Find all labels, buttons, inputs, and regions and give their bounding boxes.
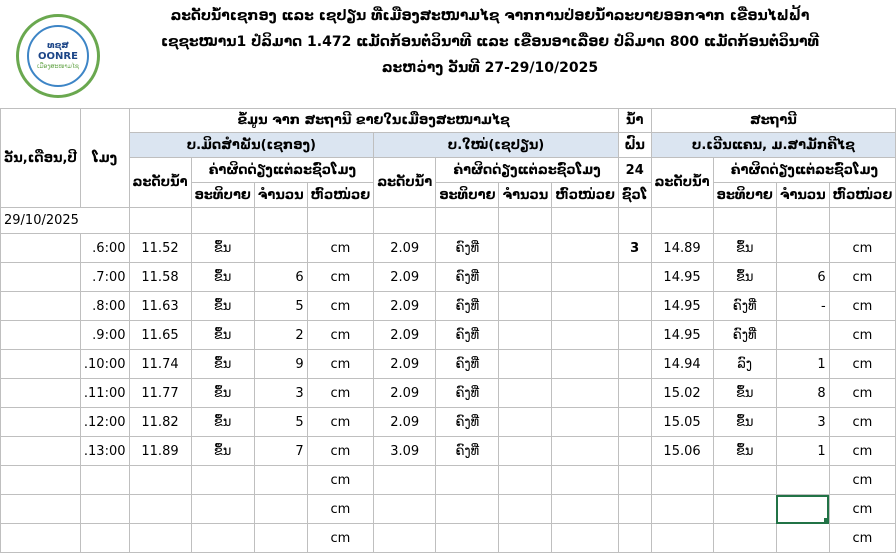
level-cell[interactable]: 15.06 — [651, 437, 713, 466]
direction-cell[interactable]: ຂຶ້ນ — [191, 437, 254, 466]
time-cell[interactable] — [80, 466, 129, 495]
amount-cell[interactable]: 6 — [776, 263, 829, 292]
date-cell[interactable]: 29/10/2025 — [1, 208, 130, 234]
unit-cell[interactable]: cm — [307, 466, 374, 495]
amount-cell[interactable] — [776, 234, 829, 263]
unit-cell[interactable]: cm — [829, 321, 896, 350]
direction-cell[interactable] — [191, 466, 254, 495]
amount-cell[interactable] — [499, 263, 552, 292]
date-column-cell[interactable] — [1, 466, 81, 495]
unit-cell[interactable]: cm — [829, 292, 896, 321]
unit-cell[interactable]: cm — [307, 437, 374, 466]
title-line-2: ເຊຊະໝານ1 ປໍລິມາດ 1.472 ແມັດກ້ອນຕໍ່ວິນາທີ ແລະ ເຂື່ອນອາເລື່ອຍ ປໍລິມາດ 800 ແມັດກ້ອນຕໍ່ວິນາທີ — [160, 34, 820, 50]
direction-cell[interactable]: ຂຶ້ນ — [713, 408, 776, 437]
amount-cell[interactable] — [254, 234, 307, 263]
unit-cell[interactable]: cm — [307, 379, 374, 408]
direction-cell[interactable] — [191, 495, 254, 524]
table-row — [1, 495, 896, 524]
col-header-level-1[interactable]: ລະດັບນ້ຳ — [129, 158, 191, 208]
col-header-unit-2[interactable]: ຫົວໜ່ວຍ — [552, 183, 619, 208]
amount-cell[interactable] — [499, 321, 552, 350]
rain-cell[interactable] — [618, 408, 651, 437]
unit-cell[interactable]: cm — [829, 350, 896, 379]
unit-cell[interactable]: cm — [829, 524, 896, 553]
time-cell[interactable]: .12:00 — [80, 408, 129, 437]
direction-cell[interactable]: ຂຶ້ນ — [713, 379, 776, 408]
level-cell[interactable]: 2.09 — [374, 379, 436, 408]
rain-cell[interactable] — [618, 437, 651, 466]
empty-cell[interactable] — [829, 208, 896, 234]
level-cell[interactable]: 11.65 — [129, 321, 191, 350]
group-header-right[interactable]: ສະຖານີ — [651, 109, 896, 133]
rain-header-3[interactable]: 24 — [618, 158, 651, 183]
direction-cell[interactable]: ຄົງທີ່ — [436, 263, 499, 292]
date-column-cell[interactable] — [1, 524, 81, 553]
empty-cell[interactable] — [713, 208, 776, 234]
table-row — [1, 437, 896, 466]
amount-cell[interactable] — [499, 437, 552, 466]
unit-cell[interactable] — [552, 524, 619, 553]
direction-cell[interactable]: ຂຶ້ນ — [191, 321, 254, 350]
level-cell[interactable]: 11.89 — [129, 437, 191, 466]
amount-cell[interactable]: 5 — [254, 292, 307, 321]
col-header-amount-3[interactable]: ຈຳນວນ — [776, 183, 829, 208]
rain-header-1[interactable]: ນ້ຳ — [618, 109, 651, 133]
level-cell[interactable]: 2.09 — [374, 321, 436, 350]
water-level-table — [0, 108, 896, 553]
unit-cell[interactable]: cm — [829, 379, 896, 408]
direction-cell[interactable]: ຄົງທີ່ — [436, 292, 499, 321]
empty-cell[interactable] — [776, 208, 829, 234]
rain-cell[interactable]: 3 — [618, 234, 651, 263]
direction-cell[interactable] — [713, 524, 776, 553]
data-rows — [1, 234, 896, 553]
direction-cell[interactable]: ຄົງທີ່ — [713, 321, 776, 350]
empty-cell[interactable] — [552, 208, 619, 234]
empty-cell[interactable] — [307, 208, 374, 234]
level-cell[interactable]: 14.95 — [651, 263, 713, 292]
unit-cell[interactable]: cm — [307, 408, 374, 437]
col-header-unit-1[interactable]: ຫົວໜ່ວຍ — [307, 183, 374, 208]
time-cell[interactable] — [80, 495, 129, 524]
table-row — [1, 524, 896, 553]
unit-cell[interactable]: cm — [829, 466, 896, 495]
col-header-level-2[interactable]: ລະດັບນ້ຳ — [374, 158, 436, 208]
amount-cell[interactable] — [499, 234, 552, 263]
rain-cell[interactable] — [618, 524, 651, 553]
unit-cell[interactable] — [552, 379, 619, 408]
group-header-main[interactable]: ຂໍ້ມູນ ຈາກ ສະຖານີ ຂາຍໃນເມືອງສະໜາມໄຊ — [129, 109, 618, 133]
col-header-amount-1[interactable]: ຈຳນວນ — [254, 183, 307, 208]
amount-cell[interactable]: 9 — [254, 350, 307, 379]
direction-cell[interactable]: ຂຶ້ນ — [191, 379, 254, 408]
time-cell[interactable]: .11:00 — [80, 379, 129, 408]
level-cell[interactable] — [129, 466, 191, 495]
rain-cell[interactable] — [618, 495, 651, 524]
direction-cell[interactable]: ຄົງທີ່ — [713, 292, 776, 321]
unit-cell[interactable]: cm — [307, 350, 374, 379]
direction-cell[interactable]: ຄົງທີ່ — [436, 408, 499, 437]
level-cell[interactable]: 2.09 — [374, 408, 436, 437]
direction-cell[interactable] — [436, 524, 499, 553]
amount-cell[interactable] — [499, 466, 552, 495]
fill-handle[interactable] — [824, 518, 829, 523]
amount-cell[interactable] — [499, 350, 552, 379]
col-header-rise-2[interactable]: ອະທິບາຍ — [436, 183, 499, 208]
report-header — [0, 0, 884, 108]
level-cell[interactable] — [651, 466, 713, 495]
amount-cell[interactable]: - — [776, 292, 829, 321]
amount-cell[interactable]: 8 — [776, 379, 829, 408]
rain-cell[interactable] — [618, 321, 651, 350]
col-header-change-1[interactable]: ຄ່າຜິດດ່ຽງແຕ່ລະຊົ່ວໂມງ — [191, 158, 374, 183]
table-row — [1, 379, 896, 408]
amount-cell[interactable]: 5 — [254, 408, 307, 437]
date-column-cell[interactable] — [1, 234, 81, 263]
amount-cell[interactable] — [254, 495, 307, 524]
level-cell[interactable]: 14.94 — [651, 350, 713, 379]
empty-cell[interactable] — [651, 208, 713, 234]
col-header-date[interactable]: ວັນ,ເດືອນ,ປີ — [1, 109, 81, 208]
table-row — [1, 234, 896, 263]
col-header-change-2[interactable]: ຄ່າຜິດດ່ຽງແຕ່ລະຊົ່ວໂມງ — [436, 158, 619, 183]
time-cell[interactable]: .6:00 — [80, 234, 129, 263]
col-header-unit-3[interactable]: ຫົວໜ່ວຍ — [829, 183, 896, 208]
unit-cell[interactable]: cm — [829, 437, 896, 466]
direction-cell[interactable] — [436, 466, 499, 495]
level-cell[interactable] — [374, 524, 436, 553]
station-header-bmai[interactable]: ບ.ໃໝ່(ເຊປຽນ) — [374, 133, 619, 158]
direction-cell[interactable] — [191, 524, 254, 553]
rain-cell[interactable] — [618, 379, 651, 408]
unit-cell[interactable]: cm — [307, 321, 374, 350]
amount-cell[interactable] — [499, 379, 552, 408]
time-cell[interactable]: .9:00 — [80, 321, 129, 350]
level-cell[interactable]: 2.09 — [374, 263, 436, 292]
station-header-woenkhaen[interactable]: ບ.ເວີນແຄນ, ມ.ສາມັກຄີໄຊ — [651, 133, 896, 158]
time-cell[interactable]: .13:00 — [80, 437, 129, 466]
level-cell[interactable]: 2.09 — [374, 350, 436, 379]
level-cell[interactable]: 2.09 — [374, 292, 436, 321]
time-cell[interactable]: .10:00 — [80, 350, 129, 379]
amount-cell[interactable]: 7 — [254, 437, 307, 466]
amount-cell[interactable]: 6 — [254, 263, 307, 292]
unit-cell[interactable]: cm — [307, 263, 374, 292]
table-row — [1, 466, 896, 495]
direction-cell[interactable]: ຂຶ້ນ — [191, 292, 254, 321]
date-column-cell[interactable] — [1, 350, 81, 379]
col-header-rise-3[interactable]: ອະທິບາຍ — [713, 183, 776, 208]
unit-cell[interactable] — [552, 350, 619, 379]
direction-cell[interactable]: ຂຶ້ນ — [191, 350, 254, 379]
time-cell[interactable]: .7:00 — [80, 263, 129, 292]
direction-cell[interactable] — [713, 495, 776, 524]
level-cell[interactable]: 15.05 — [651, 408, 713, 437]
level-cell[interactable]: 14.89 — [651, 234, 713, 263]
direction-cell[interactable]: ຂຶ້ນ — [191, 234, 254, 263]
direction-cell[interactable]: ຂຶ້ນ — [713, 263, 776, 292]
amount-cell[interactable] — [776, 495, 829, 524]
logo-inner-ring — [27, 25, 89, 87]
empty-cell[interactable] — [191, 208, 254, 234]
empty-cell[interactable] — [436, 208, 499, 234]
rain-cell[interactable] — [618, 292, 651, 321]
amount-cell[interactable] — [776, 321, 829, 350]
table-row — [1, 292, 896, 321]
level-cell[interactable]: 11.74 — [129, 350, 191, 379]
table-row — [1, 263, 896, 292]
logo-sub-text: ເມືອງສະໜາມໄຊ — [37, 63, 79, 70]
level-cell[interactable] — [374, 466, 436, 495]
col-header-amount-2[interactable]: ຈຳນວນ — [499, 183, 552, 208]
rain-header-2[interactable]: ຝົນ — [618, 133, 651, 158]
unit-cell[interactable] — [552, 292, 619, 321]
date-column-cell[interactable] — [1, 408, 81, 437]
direction-cell[interactable]: ຂຶ້ນ — [191, 263, 254, 292]
logo-top-text: ທຊສ — [47, 41, 69, 51]
level-cell[interactable]: 11.77 — [129, 379, 191, 408]
level-cell[interactable] — [129, 495, 191, 524]
date-column-cell[interactable] — [1, 292, 81, 321]
amount-cell[interactable] — [499, 524, 552, 553]
oonre-logo — [16, 14, 100, 98]
unit-cell[interactable]: cm — [829, 408, 896, 437]
level-cell[interactable]: 11.58 — [129, 263, 191, 292]
level-cell[interactable] — [374, 495, 436, 524]
unit-cell[interactable]: cm — [307, 234, 374, 263]
amount-cell[interactable] — [499, 408, 552, 437]
date-column-cell[interactable] — [1, 437, 81, 466]
direction-cell[interactable]: ຂຶ້ນ — [191, 408, 254, 437]
amount-cell[interactable]: 1 — [776, 350, 829, 379]
empty-cell[interactable] — [374, 208, 436, 234]
empty-cell[interactable] — [618, 208, 651, 234]
direction-cell[interactable]: ຄົງທີ່ — [436, 234, 499, 263]
level-cell[interactable] — [651, 495, 713, 524]
unit-cell[interactable] — [552, 437, 619, 466]
unit-cell[interactable]: cm — [829, 263, 896, 292]
level-cell[interactable]: 14.95 — [651, 292, 713, 321]
amount-cell[interactable] — [776, 466, 829, 495]
amount-cell[interactable] — [254, 524, 307, 553]
direction-cell[interactable] — [436, 495, 499, 524]
col-header-rise-1[interactable]: ອະທິບາຍ — [191, 183, 254, 208]
table-row — [1, 350, 896, 379]
title-line-1: ລະດັບນ້ຳເຊກອງ ແລະ ເຊປຽນ ທີ່ເມືອງສະໜາມໄຊ ຈາກການປ່ອຍນ້ຳລະບາຍອອກຈາກ ເຂື່ອນໄຟຟ້າ — [170, 8, 810, 24]
table-row — [1, 321, 896, 350]
station-header-mitsamphan[interactable]: ບ.ມິດສຳພັນ(ເຊກອງ) — [129, 133, 374, 158]
direction-cell[interactable]: ຂຶ້ນ — [713, 234, 776, 263]
direction-cell[interactable]: ຄົງທີ່ — [436, 350, 499, 379]
unit-cell[interactable] — [552, 466, 619, 495]
col-header-time[interactable]: ໂມງ — [80, 109, 129, 208]
date-column-cell[interactable] — [1, 495, 81, 524]
amount-cell[interactable] — [499, 495, 552, 524]
date-column-cell[interactable] — [1, 379, 81, 408]
col-header-change-3[interactable]: ຄ່າຜິດດ່ຽງແຕ່ລະຊົ່ວໂມງ — [713, 158, 896, 183]
amount-cell[interactable] — [776, 524, 829, 553]
direction-cell[interactable]: ລົງ — [713, 350, 776, 379]
level-cell[interactable]: 11.63 — [129, 292, 191, 321]
time-cell[interactable] — [80, 524, 129, 553]
table-row — [1, 408, 896, 437]
rain-cell[interactable] — [618, 466, 651, 495]
empty-cell[interactable] — [499, 208, 552, 234]
direction-cell[interactable]: ຄົງທີ່ — [436, 379, 499, 408]
title-line-3: ລະຫວ່າງ ວັນທີ 27-29/10/2025 — [381, 60, 599, 76]
date-column-cell[interactable] — [1, 321, 81, 350]
unit-cell[interactable]: cm — [307, 495, 374, 524]
col-header-level-3[interactable]: ລະດັບນ້ຳ — [651, 158, 713, 208]
time-cell[interactable]: .8:00 — [80, 292, 129, 321]
amount-cell[interactable]: 1 — [776, 437, 829, 466]
direction-cell[interactable]: ຂຶ້ນ — [713, 437, 776, 466]
amount-cell[interactable]: 3 — [776, 408, 829, 437]
level-cell[interactable]: 3.09 — [374, 437, 436, 466]
direction-cell[interactable] — [713, 466, 776, 495]
empty-cell[interactable] — [254, 208, 307, 234]
unit-cell[interactable] — [552, 263, 619, 292]
level-cell[interactable] — [651, 524, 713, 553]
unit-cell[interactable] — [552, 495, 619, 524]
level-cell[interactable] — [129, 524, 191, 553]
direction-cell[interactable]: ຄົງທີ່ — [436, 321, 499, 350]
logo-text: OONRE — [38, 51, 78, 62]
date-column-cell[interactable] — [1, 263, 81, 292]
level-cell[interactable]: 11.82 — [129, 408, 191, 437]
amount-cell[interactable]: 3 — [254, 379, 307, 408]
level-cell[interactable]: 14.95 — [651, 321, 713, 350]
unit-cell[interactable]: cm — [829, 495, 896, 524]
level-cell[interactable]: 15.02 — [651, 379, 713, 408]
amount-cell[interactable]: 2 — [254, 321, 307, 350]
unit-cell[interactable] — [552, 234, 619, 263]
unit-cell[interactable] — [552, 408, 619, 437]
rain-cell[interactable] — [618, 350, 651, 379]
level-cell[interactable]: 2.09 — [374, 234, 436, 263]
amount-cell[interactable] — [499, 292, 552, 321]
rain-cell[interactable] — [618, 263, 651, 292]
unit-cell[interactable]: cm — [829, 234, 896, 263]
empty-cell[interactable] — [129, 208, 191, 234]
unit-cell[interactable] — [552, 321, 619, 350]
amount-cell[interactable] — [254, 466, 307, 495]
unit-cell[interactable]: cm — [307, 292, 374, 321]
rain-header-4[interactable]: ຊົ່ວໂ — [618, 183, 651, 208]
direction-cell[interactable]: ຄົງທີ່ — [436, 437, 499, 466]
unit-cell[interactable]: cm — [307, 524, 374, 553]
level-cell[interactable]: 11.52 — [129, 234, 191, 263]
